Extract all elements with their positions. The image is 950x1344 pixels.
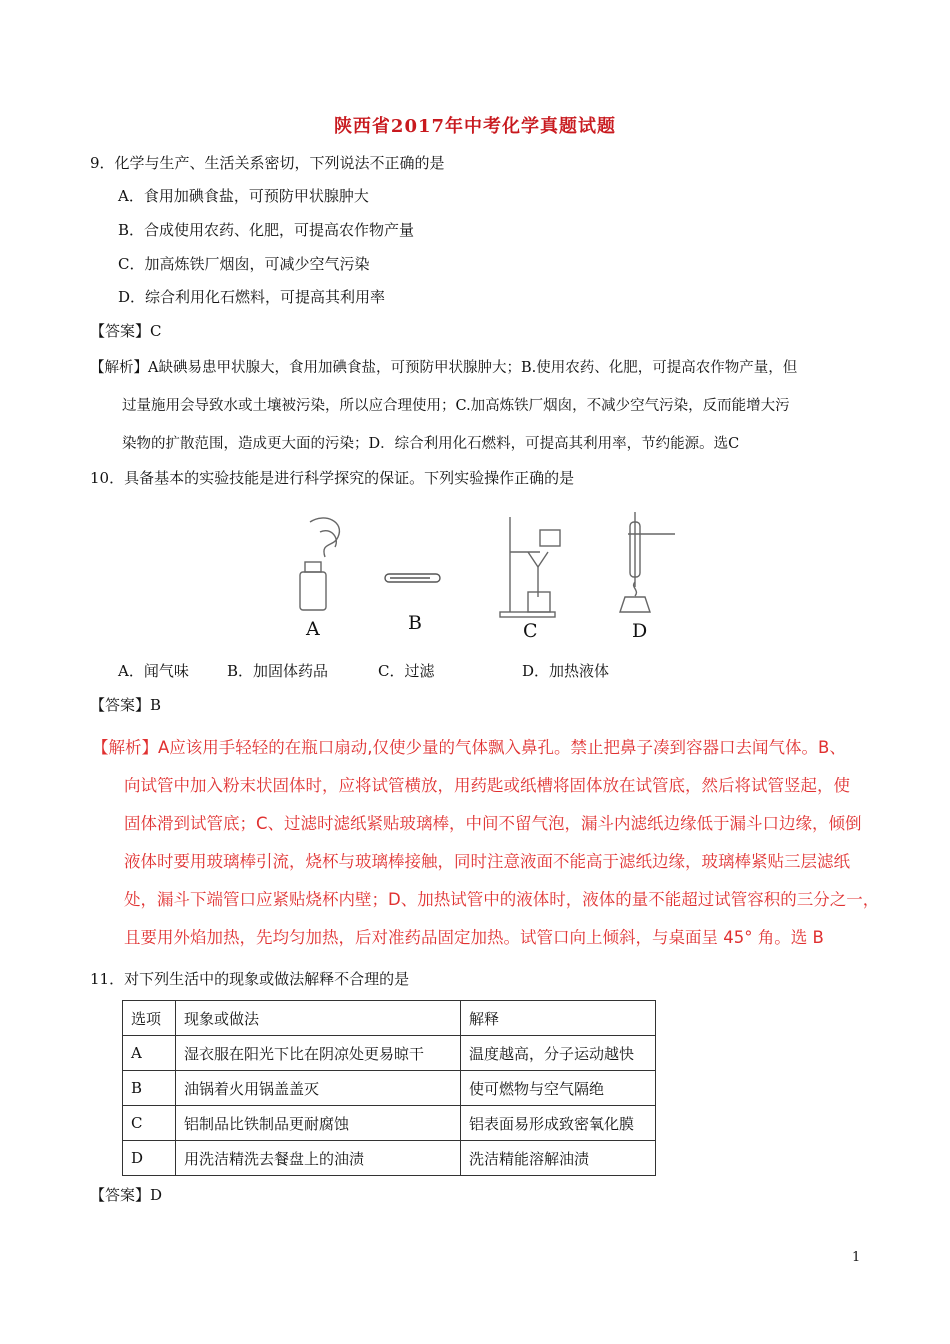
- q9-analysis-line: 过量施用会导致水或土壤被污染，所以应合理使用；C.加高炼铁厂烟囱，不减少空气污染，反而能增大污: [122, 398, 790, 414]
- figure-label-c: C: [523, 620, 538, 642]
- table-cell: B: [123, 1071, 176, 1106]
- table-header-row: [123, 1001, 656, 1036]
- figure-label-d: D: [632, 620, 648, 642]
- figure-c-filtration: [500, 517, 560, 617]
- q10-answer: 【答案】B: [90, 696, 162, 714]
- table-cell: A: [123, 1036, 176, 1071]
- page-title: 陕西省2017年中考化学真题试题: [333, 116, 617, 137]
- q11-answer: 【答案】D: [90, 1186, 163, 1204]
- figure-d-heating-tube: [620, 512, 675, 612]
- figure-label-a: A: [306, 618, 320, 640]
- q10-analysis-line: 固体滑到试管底；C、过滤时滤纸紧贴玻璃棒，中间不留气泡，漏斗内滤纸边缘低于漏斗口边缘，倾倒: [124, 814, 862, 833]
- q9-analysis-line: 【解析】A缺碘易患甲状腺大，食用加碘食盐，可预防甲状腺肿大；B.使用农药、化肥，可提高农作物产量，但: [90, 360, 798, 376]
- table-cell: 油锅着火用锅盖盖灭: [176, 1071, 461, 1106]
- figure-label-b: B: [408, 612, 422, 634]
- q9-option-a: A．食用加碘食盐，可预防甲状腺肿大: [118, 187, 369, 205]
- q10-option-c: C．过滤: [378, 662, 435, 680]
- table-header-cell: 现象或做法: [176, 1001, 461, 1036]
- q10-analysis-line: 且要用外焰加热，先均匀加热，后对准药品固定加热。试管口向上倾斜，与桌面呈 45° 角。选 B: [124, 928, 824, 947]
- table-cell: C: [123, 1106, 176, 1141]
- table-cell: 使可燃物与空气隔绝: [461, 1071, 656, 1106]
- q10-stem: 10．具备基本的实验技能是进行科学探究的保证。下列实验操作正确的是: [90, 469, 575, 487]
- table-row: [123, 1036, 656, 1071]
- table-cell: 用洗洁精洗去餐盘上的油渍: [176, 1141, 461, 1176]
- table-header-cell: 解释: [461, 1001, 656, 1036]
- table-row: [123, 1141, 656, 1176]
- q9-option-d: D．综合利用化石燃料，可提高其利用率: [118, 288, 386, 306]
- q10-analysis-line: 液体时要用玻璃棒引流，烧杯与玻璃棒接触，同时注意液面不能高于滤纸边缘，玻璃棒紧贴三层滤纸: [124, 852, 850, 871]
- table-row: [123, 1106, 656, 1141]
- table-row: [123, 1071, 656, 1106]
- page-number: 1: [852, 1250, 861, 1265]
- q10-option-a: A．闻气味: [118, 662, 189, 680]
- table-cell: 铝表面易形成致密氧化膜: [461, 1106, 656, 1141]
- q10-option-d: D．加热液体: [522, 662, 610, 680]
- q9-answer: 【答案】C: [90, 322, 162, 340]
- table-cell: 湿衣服在阳光下比在阴凉处更易晾干: [176, 1036, 461, 1071]
- q9-stem: 9．化学与生产、生活关系密切，下列说法不正确的是: [90, 154, 445, 172]
- q10-option-b: B．加固体药品: [227, 662, 329, 680]
- table-cell: 温度越高，分子运动越快: [461, 1036, 656, 1071]
- q9-option-b: B．合成使用农药、化肥，可提高农作物产量: [118, 221, 415, 239]
- figure-a-smell-bottle: [300, 518, 339, 610]
- q9-option-c: C．加高炼铁厂烟囱，可减少空气污染: [118, 255, 370, 273]
- q10-analysis-line: 向试管中加入粉末状固体时，应将试管横放，用药匙或纸槽将固体放在试管底，然后将试管竖起，使: [124, 776, 850, 795]
- q10-analysis-line: 处，漏斗下端管口应紧贴烧杯内壁；D、加热试管中的液体时，液体的量不能超过试管容积的三分之一，: [124, 890, 880, 909]
- q10-figure: [290, 512, 690, 642]
- table-header-cell: 选项: [123, 1001, 176, 1036]
- q9-analysis-line: 染物的扩散范围，造成更大面的污染；D．综合利用化石燃料，可提高其利用率，节约能源。选C: [122, 436, 740, 452]
- figure-b-test-tube: [385, 574, 440, 582]
- lab-apparatus-figure: [290, 512, 690, 642]
- q11-table: [122, 1000, 656, 1176]
- table-cell: 铝制品比铁制品更耐腐蚀: [176, 1106, 461, 1141]
- q10-analysis-line: 【解析】A应该用手轻轻的在瓶口扇动,仅使少量的气体飘入鼻孔。禁止把鼻子凑到容器口去闻气体。B、: [92, 738, 846, 757]
- q11-stem: 11．对下列生活中的现象或做法解释不合理的是: [90, 970, 410, 988]
- table-cell: 洗洁精能溶解油渍: [461, 1141, 656, 1176]
- table-cell: D: [123, 1141, 176, 1176]
